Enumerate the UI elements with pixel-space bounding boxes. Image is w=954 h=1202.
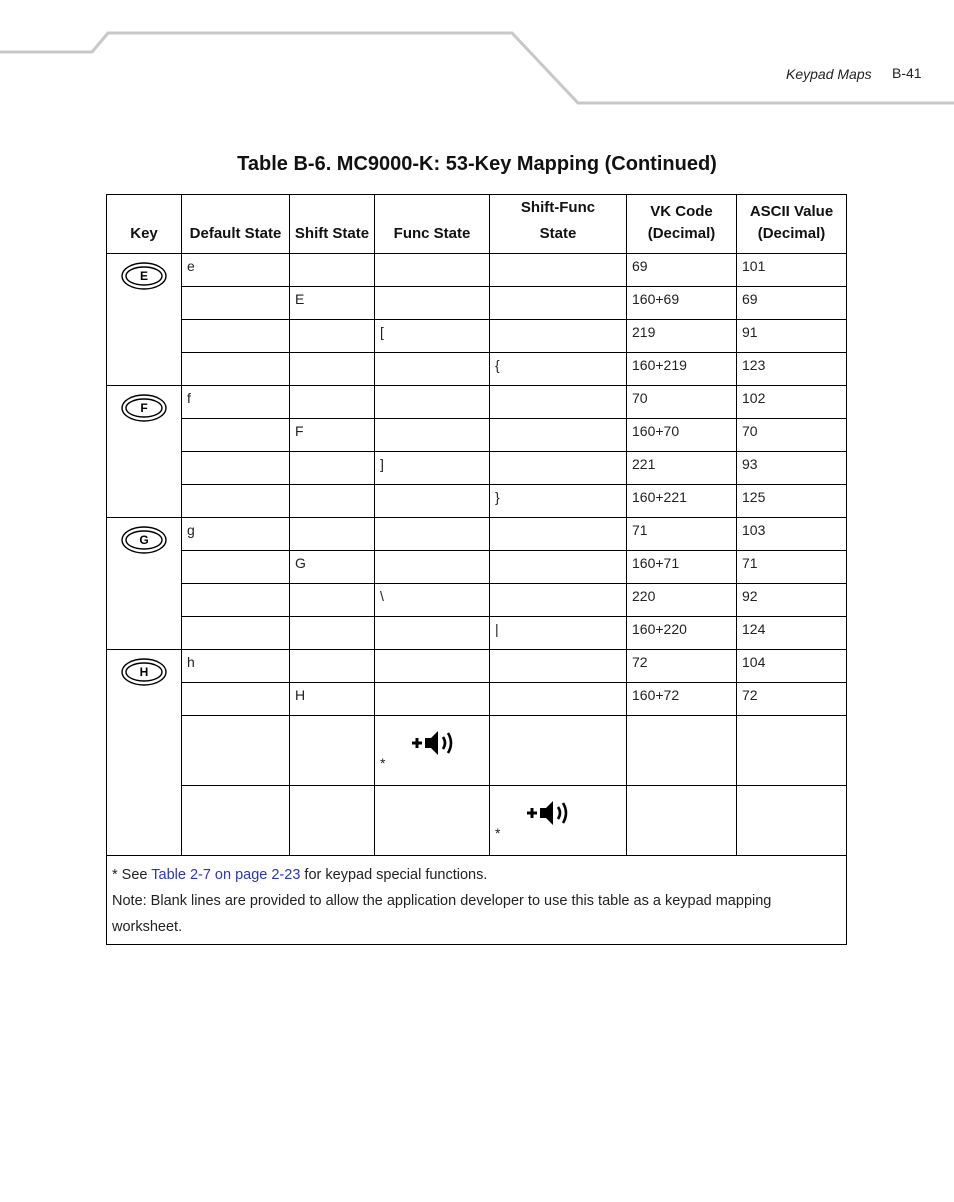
cell-default: h <box>182 650 290 683</box>
cell-shiftfunc <box>490 786 627 856</box>
cell-shiftfunc <box>490 650 627 683</box>
cell-vk <box>627 716 737 786</box>
cell-ascii: 101 <box>737 254 847 287</box>
cell-default <box>182 320 290 353</box>
key-cell <box>107 254 182 386</box>
cell-vk: 160+221 <box>627 485 737 518</box>
cell-ascii: 71 <box>737 551 847 584</box>
cell-default: e <box>182 254 290 287</box>
cell-shiftfunc <box>490 287 627 320</box>
cell-func <box>375 419 490 452</box>
key-g-icon <box>121 526 167 554</box>
cell-default <box>182 786 290 856</box>
col-header-key: Key <box>107 195 182 254</box>
col-header-func: Func State <box>375 195 490 254</box>
cell-vk: 160+71 <box>627 551 737 584</box>
cell-default: f <box>182 386 290 419</box>
table-row <box>107 551 847 584</box>
cell-shift <box>290 353 375 386</box>
key-cell <box>107 386 182 518</box>
cell-ascii: 125 <box>737 485 847 518</box>
cell-ascii: 123 <box>737 353 847 386</box>
table-header-row <box>107 195 847 254</box>
cell-default <box>182 287 290 320</box>
key-label: E <box>139 269 148 283</box>
cell-shift <box>290 518 375 551</box>
cell-default <box>182 617 290 650</box>
cell-shiftfunc <box>490 551 627 584</box>
cell-ascii <box>737 786 847 856</box>
cell-shiftfunc <box>490 584 627 617</box>
keypad-mapping-table <box>106 194 847 945</box>
cell-shiftfunc: { <box>490 353 627 386</box>
cell-vk: 220 <box>627 584 737 617</box>
cell-shift <box>290 650 375 683</box>
col-header-ascii: ASCII Value (Decimal) <box>737 195 847 254</box>
table-row <box>107 650 847 683</box>
cell-vk: 160+219 <box>627 353 737 386</box>
cell-shift: E <box>290 287 375 320</box>
cell-func <box>375 518 490 551</box>
cell-func <box>375 485 490 518</box>
cell-default: g <box>182 518 290 551</box>
table-row <box>107 584 847 617</box>
cell-vk: 72 <box>627 650 737 683</box>
table-row <box>107 683 847 716</box>
key-label: H <box>139 665 149 679</box>
cell-vk: 71 <box>627 518 737 551</box>
cell-shift: F <box>290 419 375 452</box>
cell-vk: 160+220 <box>627 617 737 650</box>
cell-shift <box>290 786 375 856</box>
cell-default <box>182 584 290 617</box>
cell-shift <box>290 452 375 485</box>
cell-ascii: 124 <box>737 617 847 650</box>
cell-default <box>182 485 290 518</box>
table-row <box>107 786 847 856</box>
key-cell <box>107 518 182 650</box>
table-row <box>107 419 847 452</box>
cell-shiftfunc: | <box>490 617 627 650</box>
cell-func <box>375 551 490 584</box>
cell-shift: H <box>290 683 375 716</box>
cell-shiftfunc <box>490 320 627 353</box>
col-header-vk-code: VK Code (Decimal) <box>627 195 737 254</box>
cell-vk: 160+69 <box>627 287 737 320</box>
cell-func <box>375 683 490 716</box>
cell-shift <box>290 386 375 419</box>
cell-ascii: 103 <box>737 518 847 551</box>
volume-up-icon <box>525 798 573 828</box>
table-row <box>107 287 847 320</box>
cell-ascii: 70 <box>737 419 847 452</box>
table-2-7-link[interactable]: Table 2-7 on page 2-23 <box>151 867 301 883</box>
cell-func <box>375 716 490 786</box>
cell-func <box>375 617 490 650</box>
cell-default <box>182 452 290 485</box>
cell-shiftfunc <box>490 683 627 716</box>
special-function-marker: * <box>380 755 386 771</box>
key-label: F <box>140 401 148 415</box>
header-rule <box>0 0 954 110</box>
cell-func <box>375 353 490 386</box>
cell-vk <box>627 786 737 856</box>
cell-default <box>182 551 290 584</box>
cell-shiftfunc <box>490 518 627 551</box>
cell-shift <box>290 584 375 617</box>
cell-shift <box>290 485 375 518</box>
cell-func: [ <box>375 320 490 353</box>
cell-default <box>182 716 290 786</box>
cell-ascii: 102 <box>737 386 847 419</box>
table-row <box>107 617 847 650</box>
cell-vk: 160+72 <box>627 683 737 716</box>
cell-vk: 221 <box>627 452 737 485</box>
key-label: G <box>139 533 149 547</box>
cell-shiftfunc <box>490 254 627 287</box>
cell-ascii <box>737 716 847 786</box>
cell-shiftfunc <box>490 716 627 786</box>
cell-ascii: 91 <box>737 320 847 353</box>
cell-shiftfunc <box>490 419 627 452</box>
cell-func <box>375 650 490 683</box>
footnote-row <box>107 856 847 945</box>
col-header-shift-func: Shift-Func State <box>490 195 627 254</box>
cell-shift <box>290 254 375 287</box>
cell-func <box>375 254 490 287</box>
table-row <box>107 353 847 386</box>
cell-default <box>182 419 290 452</box>
footnote-see: * See Table 2-7 on page 2-23 for keypad special functions. <box>112 867 488 883</box>
col-header-default: Default State <box>182 195 290 254</box>
col-header-shift: Shift State <box>290 195 375 254</box>
table-row <box>107 518 847 551</box>
key-h-icon <box>121 658 167 686</box>
table-row <box>107 254 847 287</box>
special-function-marker: * <box>495 825 501 841</box>
page-number: B-41 <box>892 65 922 81</box>
cell-func <box>375 287 490 320</box>
cell-shiftfunc <box>490 452 627 485</box>
cell-ascii: 93 <box>737 452 847 485</box>
table-row <box>107 320 847 353</box>
cell-vk: 219 <box>627 320 737 353</box>
cell-func <box>375 786 490 856</box>
cell-func <box>375 386 490 419</box>
footnote-cell <box>107 856 847 945</box>
key-f-icon <box>121 394 167 422</box>
key-e-icon <box>121 262 167 290</box>
cell-shift <box>290 617 375 650</box>
cell-ascii: 92 <box>737 584 847 617</box>
cell-func: ] <box>375 452 490 485</box>
cell-func: \ <box>375 584 490 617</box>
cell-vk: 70 <box>627 386 737 419</box>
table-title: Table B-6. MC9000-K: 53-Key Mapping (Continued) <box>237 153 717 175</box>
cell-vk: 69 <box>627 254 737 287</box>
cell-shiftfunc <box>490 386 627 419</box>
cell-shift <box>290 716 375 786</box>
table-row <box>107 716 847 786</box>
footnote-note: Note: Blank lines are provided to allow the application developer to use this table as a keypad mapping worksheet. <box>112 893 772 935</box>
table-row <box>107 452 847 485</box>
cell-ascii: 69 <box>737 287 847 320</box>
table-row <box>107 485 847 518</box>
cell-vk: 160+70 <box>627 419 737 452</box>
cell-default <box>182 683 290 716</box>
volume-up-icon <box>410 728 458 758</box>
cell-ascii: 72 <box>737 683 847 716</box>
cell-default <box>182 353 290 386</box>
cell-shift: G <box>290 551 375 584</box>
cell-shift <box>290 320 375 353</box>
running-header-section: Keypad Maps <box>786 66 872 82</box>
cell-ascii: 104 <box>737 650 847 683</box>
cell-shiftfunc: } <box>490 485 627 518</box>
table-row <box>107 386 847 419</box>
key-cell <box>107 650 182 856</box>
